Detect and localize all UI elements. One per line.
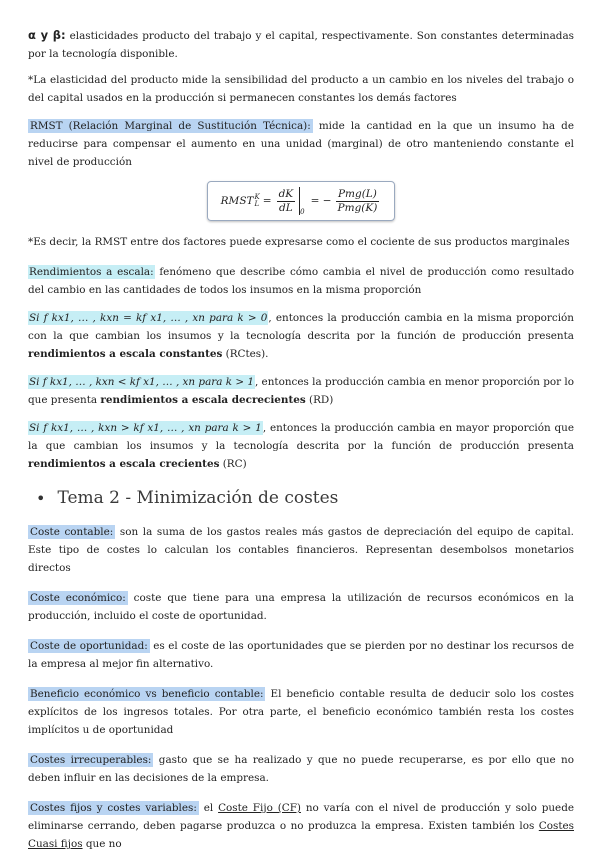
constant-returns-bold: rendimientos a escala constantes xyxy=(28,348,223,360)
formula-eq2: = − xyxy=(310,195,332,207)
elasticities-paragraph xyxy=(28,26,574,63)
formula-sup: K xyxy=(254,193,260,201)
fixed-costs-paragraph xyxy=(28,799,574,853)
opportunity-cost-paragraph xyxy=(28,637,574,673)
formula-lhs: RMST K L xyxy=(220,193,260,208)
rmst-text: mide la cantidad en la que un insumo ha de reducirse para compensar el aumento en una unidad (marginal) de otro manteniendo constante el nivel de producción xyxy=(28,120,574,168)
fixed-cost-link[interactable]: Coste Fijo (CF) xyxy=(218,802,301,814)
fixed-costs-text-1: el xyxy=(198,802,219,814)
rmst-note: *Es decir, la RMST entre dos factores puede expresarse como el cociente de sus productos marginales xyxy=(28,236,570,248)
profit-term: Beneficio económico vs beneficio contable: xyxy=(30,688,264,700)
economic-cost-paragraph xyxy=(28,589,574,625)
opportunity-cost-term: Coste de oportunidad: xyxy=(30,640,148,652)
decreasing-returns-tail: (RD) xyxy=(305,394,334,406)
fixed-costs-term: Costes fijos y costes variables: xyxy=(30,802,197,814)
increasing-returns-text: , entonces la producción cambia en mayor proporción que la que cambian los insumos y la tecnología descrita por la función de producción presenta xyxy=(28,422,574,452)
economic-cost-term: Coste económico: xyxy=(30,592,126,604)
sunk-costs-term: Costes irrecuperables: xyxy=(30,754,152,766)
decreasing-returns-condition: Si f kx1, … , kxn < kf x1, … , xn para k > 1 xyxy=(29,376,254,388)
formula-sub: L xyxy=(254,200,260,208)
decreasing-returns-bold: rendimientos a escala decrecientes xyxy=(100,394,306,406)
accounting-cost-paragraph xyxy=(28,523,574,577)
formula-derivative: $\frac{dK}{dL}$ xyxy=(278,187,294,214)
economic-cost-text: coste que tiene para una empresa la utilización de recursos económicos en la producción, incluido el coste de oportunidad. xyxy=(28,592,574,622)
constant-returns-paragraph xyxy=(28,309,574,363)
increasing-returns-tail: (RC) xyxy=(219,458,247,470)
section-heading xyxy=(28,485,574,511)
formula-eq1: = xyxy=(262,195,272,207)
document-page xyxy=(28,26,574,853)
accounting-cost-term: Coste contable: xyxy=(30,526,114,538)
quasi-fixed-cost-link[interactable]: Costes Cuasi fijos xyxy=(28,820,574,850)
decreasing-returns-paragraph xyxy=(28,373,574,409)
rmst-formula xyxy=(207,181,395,221)
profit-paragraph xyxy=(28,685,574,739)
returns-text: fenómeno que describe cómo cambia el nivel de producción como resultado del cambio en las cantidades de todos los insumos en la misma proporción xyxy=(28,266,574,296)
constant-returns-tail: (RCtes). xyxy=(222,348,269,360)
opportunity-cost-text: es el coste de las oportunidades que se pierden por no destinar los recursos de la empresa al mejor fin alternativo. xyxy=(28,640,575,670)
constant-returns-condition: Si f kx1, … , kxn = kf x1, … , xn para k > 0 xyxy=(29,312,268,324)
formula-ratio: $\frac{\text{Pmg(L)}}{\text{Pmg(K)}}$ xyxy=(337,187,378,214)
constant-returns-text: , entonces la producción cambia en la misma proporción con la que cambian los insumos y la tecnología descrita por la función de producción presenta xyxy=(28,312,574,342)
sunk-costs-paragraph xyxy=(28,751,574,787)
elasticity-note: *La elasticidad del producto mide la sensibilidad del producto a un cambio en los niveles del trabajo o del capital usados en la producción si permanecen constantes los demás factores xyxy=(28,74,574,104)
increasing-returns-bold: rendimientos a escala crecientes xyxy=(28,458,220,470)
decreasing-returns-text: , entonces la producción cambia en menor proporción por lo que presenta xyxy=(28,376,574,406)
increasing-returns-paragraph xyxy=(28,419,574,473)
fixed-costs-text-3: que no xyxy=(82,838,122,850)
sunk-costs-text: gasto que se ha realizado y que no puede recuperarse, es por ello que no deben influir en las decisiones de la empresa. xyxy=(28,754,574,784)
returns-term: Rendimientos a escala: xyxy=(29,266,154,278)
formula-zero: 0 xyxy=(300,208,305,216)
increasing-returns-condition: Si f kx1, … , kxn > kf x1, … , xn para k > 1 xyxy=(29,422,262,434)
returns-paragraph xyxy=(28,263,574,299)
elasticities-text: elasticidades producto del trabajo y el capital, respectivamente. Son constantes determinadas por la tecnología disponible. xyxy=(28,30,574,60)
rmst-paragraph xyxy=(28,117,574,171)
elasticities-term: α y β: xyxy=(28,28,66,42)
section-heading-text: Tema 2 - Minimización de costes xyxy=(57,488,339,508)
accounting-cost-text: son la suma de los gastos reales más gastos de depreciación del equipo de capital. Este tipo de costes lo calculan los contables financieros. Representan desembolsos monetarios directos xyxy=(28,526,574,574)
bullet-icon: • xyxy=(36,488,46,508)
fixed-costs-text-2: no varía con el nivel de producción y solo puede eliminarse cerrando, deben pagarse produzca o no produzca la empresa. Existen también los xyxy=(28,802,575,832)
rmst-term: RMST (Relación Marginal de Sustitución Técnica): xyxy=(30,120,311,132)
profit-text: El beneficio contable resulta de deducir solo los costes explícitos de los ingresos totales. Por otra parte, el beneficio económico también resta los costes implícitos u de oportunidad xyxy=(28,688,574,736)
